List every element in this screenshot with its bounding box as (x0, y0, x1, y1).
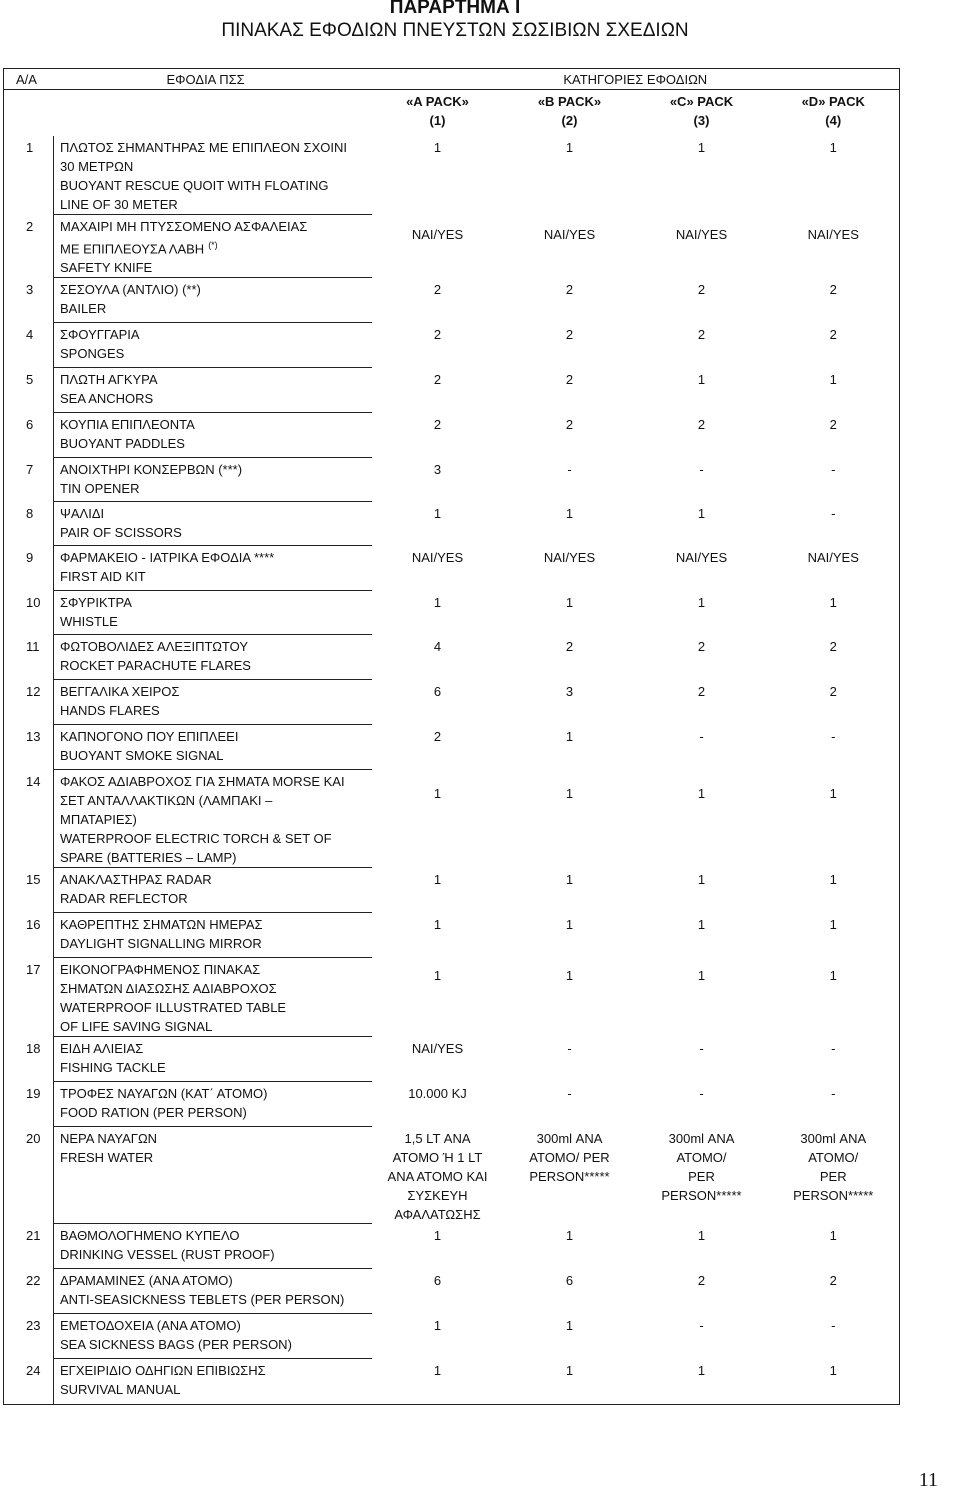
pack-value: 1 (433, 505, 442, 521)
item-description-line: SURVIVAL MANUAL (60, 1382, 181, 1398)
pack-value: 2 (565, 371, 574, 387)
item-description (54, 1314, 372, 1359)
pack-value: ΝΑΙ/YES (543, 226, 596, 242)
item-description-line: ΦΑΡΜΑΚΕΙΟ - ΙΑΤΡΙΚΑ ΕΦΟΔΙΑ **** (60, 550, 275, 566)
pack-b-header: «B PACK» (2) (537, 94, 602, 128)
pack-value: - (567, 461, 572, 477)
pack-value: 1 (433, 785, 442, 801)
item-description-line: WATERPROOF ILLUSTRATED TABLE (60, 1000, 287, 1016)
pack-value: 2 (565, 326, 574, 342)
item-number: 8 (4, 502, 54, 546)
item-description-line: ΣΗΜΑΤΩΝ ΔΙΑΣΩΣΗΣ ΑΔΙΑΒΡΟΧΟΣ (60, 981, 277, 997)
item-description (54, 680, 372, 725)
item-description-line: BUOYANT RESCUE QUOIT WITH FLOATING (60, 178, 329, 193)
pack-value: - (699, 1317, 704, 1333)
item-description-line: ΚΟΥΠΙΑ ΕΠΙΠΛΕΟΝΤΑ (60, 417, 195, 433)
pack-value: 2 (768, 1269, 900, 1314)
item-number: 21 (4, 1224, 54, 1269)
pack-value: 1 (433, 916, 442, 932)
pack-value: ΝΑΙ/YES (411, 1040, 464, 1056)
pack-value: 1 (636, 1359, 768, 1405)
item-description-line: BUOYANT PADDLES (60, 436, 185, 452)
pack-value: 1 (565, 785, 574, 801)
pack-value: 1 (565, 916, 574, 932)
item-number: 24 (4, 1359, 54, 1405)
pack-value: ΝΑΙ/YES (411, 226, 464, 242)
pack-value: 4 (433, 638, 442, 654)
pack-value: 2 (433, 281, 442, 297)
pack-value: ΝΑΙ/YES (675, 226, 728, 242)
item-description-line: ΜΑΧΑΙΡΙ ΜΗ ΠΤΥΣΣΟΜΕΝΟ ΑΣΦΑΛΕΙΑΣ (60, 219, 308, 234)
pack-value: 2 (768, 323, 900, 368)
item-description-line: SPARE (BATTERIES – LAMP) (60, 850, 237, 866)
item-number: 7 (4, 458, 54, 502)
item-description-line: FISHING TACKLE (60, 1060, 166, 1076)
pack-value: 2 (697, 683, 706, 699)
pack-value: - (768, 502, 900, 546)
table-row (4, 913, 900, 958)
item-number: 13 (4, 725, 54, 770)
item-number: 9 (4, 546, 54, 591)
item-description (54, 323, 372, 368)
item-description-line: ΔΡΑΜΑΜΙΝΕΣ (ΑΝΑ ΑΤΟΜΟ) (60, 1273, 233, 1289)
item-description-line: ΝΕΡΑ ΝΑΥΑΓΩΝ (60, 1131, 158, 1147)
pack-value: 300ml ΑΝΑ ΑΤΟΜΟ/ PER PERSON***** (529, 1130, 610, 1184)
pack-value: 3 (433, 461, 442, 477)
item-description-line: ΕΙΔΗ ΑΛΙΕΙΑΣ (60, 1041, 144, 1057)
pack-value: - (768, 1314, 900, 1359)
table-row (4, 1082, 900, 1127)
table-row (4, 1314, 900, 1359)
table-row (4, 1224, 900, 1269)
item-description-line: DAYLIGHT SIGNALLING MIRROR (60, 936, 262, 952)
item-description (54, 278, 372, 323)
page-number: 11 (918, 1469, 938, 1491)
pack-value: 1 (433, 871, 442, 887)
item-description-line: SEA SICKNESS BAGS (PER PERSON) (60, 1337, 292, 1353)
item-description-line: WATERPROOF ELECTRIC TORCH & SET OF (60, 831, 332, 847)
pack-value: 6 (565, 1272, 574, 1288)
header-aa: Α/Α (4, 69, 54, 90)
pack-value: 1 (697, 871, 706, 887)
table-row (4, 546, 900, 591)
pack-value: 1 (697, 505, 706, 521)
footnote-mark: (*) (208, 240, 218, 250)
item-description (54, 1359, 372, 1405)
item-description-line: ANTI-SEASICKNESS TEBLETS (PER PERSON) (60, 1292, 345, 1308)
item-description-line: ΣΕΤ ΑΝΤΑΛΛΑΚΤΙΚΩΝ (ΛΑΜΠΑΚΙ – (60, 793, 273, 809)
table-row (4, 278, 900, 323)
item-description-line: PAIR OF SCISSORS (60, 525, 182, 541)
item-description-line: OF LIFE SAVING SIGNAL (60, 1019, 213, 1035)
pack-value: - (768, 1037, 900, 1082)
item-description-line: SAFETY KNIFE (60, 260, 153, 276)
item-description (54, 1127, 372, 1224)
item-number: 5 (4, 368, 54, 413)
item-number: 4 (4, 323, 54, 368)
table-row (4, 635, 900, 680)
pack-d-header: «D» PACK (4) (768, 90, 900, 137)
pack-value: 2 (768, 413, 900, 458)
pack-value: 300ml ΑΝΑ ΑΤΟΜΟ/ PER PERSON***** (768, 1127, 900, 1224)
item-description-line: SPONGES (60, 346, 125, 362)
item-description-line: FIRST AID KIT (60, 569, 146, 585)
table-row (4, 458, 900, 502)
item-number: 23 (4, 1314, 54, 1359)
pack-value: - (567, 1040, 572, 1056)
table-row (4, 502, 900, 546)
pack-value: 1 (697, 140, 706, 155)
pack-value: 3 (565, 683, 574, 699)
table-row (4, 958, 900, 1037)
pack-value: 1 (504, 1359, 636, 1405)
pack-value: 1 (768, 591, 900, 635)
item-number: 6 (4, 413, 54, 458)
table-row (4, 323, 900, 368)
pack-value: 1 (697, 785, 706, 801)
pack-value: 1 (697, 371, 706, 387)
item-number: 22 (4, 1269, 54, 1314)
pack-value: 1 (768, 1224, 900, 1269)
item-description (54, 458, 372, 502)
item-number: 11 (4, 635, 54, 680)
pack-value: 1 (565, 1317, 574, 1333)
item-number: 19 (4, 1082, 54, 1127)
item-description-line: 30 ΜΕΤΡΩΝ (60, 159, 134, 174)
item-description-line: ΦΩΤΟΒΟΛΙΔΕΣ ΑΛΕΞΙΠΤΩΤΟΥ (60, 639, 249, 655)
pack-value: ΝΑΙ/YES (543, 549, 596, 565)
item-number: 10 (4, 591, 54, 635)
table-row (4, 368, 900, 413)
pack-value: - (768, 458, 900, 502)
item-description (54, 725, 372, 770)
pack-value: 1 (697, 594, 706, 610)
pack-value: 1 (768, 136, 900, 215)
item-description-line: ΕΓΧΕΙΡΙΔΙΟ ΟΔΗΓΙΩΝ ΕΠΙΒΙΩΣΗΣ (60, 1363, 266, 1379)
item-number: 17 (4, 958, 54, 1037)
pack-value: 2 (697, 416, 706, 432)
item-description-line: ΣΕΣΟΥΛΑ (ΑΝΤΛΙΟ) (**) (60, 282, 201, 298)
pack-value: - (699, 728, 704, 744)
pack-value: - (699, 1040, 704, 1056)
item-description-line: ΒΑΘΜΟΛΟΓΗΜΕΝΟ ΚΥΠΕΛΟ (60, 1228, 240, 1244)
pack-value: 2 (433, 371, 442, 387)
item-description-line: FOOD RATION (PER PERSON) (60, 1105, 247, 1121)
pack-value: 6 (433, 683, 442, 699)
item-description-line: WHISTLE (60, 614, 118, 630)
pack-value: 1 (768, 958, 900, 1037)
table-row (4, 136, 900, 215)
item-description-line: ΜΠΑΤΑΡΙΕΣ) (60, 812, 137, 828)
item-description-line: ΑΝΑΚΛΑΣΤΗΡΑΣ RADAR (60, 872, 212, 888)
header-categories: ΚΑΤΗΓΟΡΙΕΣ ΕΦΟΔΙΩΝ (372, 69, 900, 90)
page-title: ΠΑΡΑΡΤΗΜΑ Ι (389, 0, 521, 18)
item-description (54, 413, 372, 458)
pack-value: - (567, 1085, 572, 1101)
pack-value: 1 (565, 594, 574, 610)
pack-value: 2 (697, 638, 706, 654)
item-description (54, 770, 372, 868)
header-supplies: ΕΦΟΔΙΑ ΠΣΣ (54, 69, 372, 90)
title-block (0, 0, 910, 43)
item-description-line: TIN OPENER (60, 481, 140, 497)
item-description-line: ΠΛΩΤΗ ΑΓΚΥΡΑ (60, 372, 158, 388)
pack-value: 1 (768, 868, 900, 913)
table-row (4, 413, 900, 458)
table-row (4, 1269, 900, 1314)
pack-value: ΝΑΙ/YES (675, 549, 728, 565)
item-description-line: LINE OF 30 METER (60, 197, 178, 212)
item-description-line: FRESH WATER (60, 1150, 154, 1166)
table-row (4, 1127, 900, 1224)
item-description (54, 591, 372, 635)
table-row (4, 215, 900, 278)
pack-value: 1 (768, 368, 900, 413)
item-number: 12 (4, 680, 54, 725)
pack-value: 1 (372, 1359, 504, 1405)
pack-value: 1 (433, 1317, 442, 1333)
item-number: 18 (4, 1037, 54, 1082)
pack-value: 2 (433, 326, 442, 342)
pack-value: 1 (565, 871, 574, 887)
item-description-line: ΚΑΠΝΟΓΟΝΟ ΠΟΥ ΕΠΙΠΛΕΕΙ (60, 729, 239, 745)
table-row (4, 725, 900, 770)
item-description-line: BUOYANT SMOKE SIGNAL (60, 748, 224, 764)
pack-value: 1 (697, 916, 706, 932)
table-row (4, 770, 900, 868)
pack-value: 2 (768, 635, 900, 680)
item-description-line: BAILER (60, 301, 107, 317)
item-description (54, 868, 372, 913)
supplies-table (3, 68, 900, 1405)
pack-value: - (768, 725, 900, 770)
item-number: 15 (4, 868, 54, 913)
pack-value: 1 (768, 1359, 900, 1405)
pack-value: 2 (768, 278, 900, 323)
table-row (4, 591, 900, 635)
item-description (54, 1224, 372, 1269)
item-description (54, 136, 372, 215)
item-description-line: RADAR REFLECTOR (60, 891, 188, 907)
pack-value: 1,5 LT ΑΝΑ ΑΤΟΜΟ Ή 1 LT ΑΝΑ ΑΤΟΜΟ ΚΑΙ ΣΥΣΚΕΥΗ ΑΦΑΛΑΤΩΣΗΣ (387, 1130, 488, 1222)
pack-value: 1 (565, 140, 574, 155)
pack-value: 1 (565, 1227, 574, 1243)
table-row (4, 680, 900, 725)
pack-value: 1 (697, 1227, 706, 1243)
item-description (54, 368, 372, 413)
item-number: 2 (4, 215, 54, 278)
pack-c-header: «C» PACK (3) (669, 94, 734, 128)
item-description (54, 502, 372, 546)
pack-value: 2 (433, 416, 442, 432)
pack-value: 2 (565, 281, 574, 297)
pack-value: 1 (565, 505, 574, 521)
item-description (54, 1269, 372, 1314)
item-description (54, 1037, 372, 1082)
pack-value: 1 (433, 967, 442, 983)
pack-value: 2 (697, 281, 706, 297)
item-description (54, 215, 372, 278)
item-description (54, 635, 372, 680)
item-number: 1 (4, 136, 54, 215)
item-description (54, 913, 372, 958)
table-row (4, 1359, 900, 1405)
item-description-line: ΒΕΓΓΑΛΙΚΑ ΧΕΙΡΟΣ (60, 684, 180, 700)
pack-value: - (768, 1082, 900, 1127)
item-number: 20 (4, 1127, 54, 1224)
item-description (54, 546, 372, 591)
pack-value: ΝΑΙ/YES (768, 215, 900, 278)
pack-value: 1 (768, 770, 900, 868)
pack-value: - (699, 1085, 704, 1101)
table-row (4, 868, 900, 913)
pack-value: 1 (433, 140, 442, 155)
item-description-line: ΣΦΟΥΓΓΑΡΙΑ (60, 327, 140, 343)
item-description-line: ΚΑΘΡΕΠΤΗΣ ΣΗΜΑΤΩΝ ΗΜΕΡΑΣ (60, 917, 263, 933)
table-row (4, 1037, 900, 1082)
pack-value: 2 (565, 638, 574, 654)
pack-value: 1 (433, 1227, 442, 1243)
item-description-line: SEA ANCHORS (60, 391, 154, 407)
pack-value: 1 (768, 913, 900, 958)
item-description-line: ΦΑΚΟΣ ΑΔΙΑΒΡΟΧΟΣ ΓΙΑ ΣΗΜΑΤΑ MORSE ΚΑΙ (60, 774, 345, 790)
item-description-line: ΕΙΚΟΝΟΓΡΑΦΗΜΕΝΟΣ ΠΙΝΑΚΑΣ (60, 962, 261, 978)
pack-a-header: «A PACK» (1) (406, 94, 469, 128)
item-description-line: DRINKING VESSEL (RUST PROOF) (60, 1247, 275, 1263)
item-number: 16 (4, 913, 54, 958)
pack-value: 1 (697, 967, 706, 983)
item-description (54, 1082, 372, 1127)
pack-value: 1 (565, 967, 574, 983)
pack-value: 2 (768, 680, 900, 725)
pack-value: 2 (433, 728, 442, 744)
pack-value: 1 (565, 728, 574, 744)
item-description-line: ROCKET PARACHUTE FLARES (60, 658, 251, 674)
pack-value: 2 (697, 1272, 706, 1288)
pack-value: 300ml ΑΝΑ ΑΤΟΜΟ/ PER PERSON***** (661, 1130, 742, 1203)
pack-value: 2 (565, 416, 574, 432)
pack-value: ΝΑΙ/YES (411, 549, 464, 565)
pack-header-row (4, 90, 900, 137)
item-description-line: ΠΛΩΤΟΣ ΣΗΜΑΝΤΗΡΑΣ ΜΕ ΕΠΙΠΛΕΟΝ ΣΧΟΙΝΙ (60, 140, 347, 155)
pack-value: 2 (697, 326, 706, 342)
pack-value: - (699, 461, 704, 477)
item-description-line: ΜΕ ΕΠΙΠΛΕΟΥΣΑ ΛΑΒΗ (*) (60, 240, 218, 257)
item-description-line: ΤΡΟΦΕΣ ΝΑΥΑΓΩΝ (ΚΑΤ΄ ΑΤΟΜΟ) (60, 1086, 268, 1102)
item-description-line: ΣΦΥΡΙΚΤΡΑ (60, 595, 132, 611)
item-description-line: ΑΝΟΙΧΤΗΡΙ ΚΟΝΣΕΡΒΩΝ (***) (60, 462, 243, 478)
page-subtitle: ΠΙΝΑΚΑΣ ΕΦΟΔΙΩΝ ΠΝΕΥΣΤΩΝ ΣΩΣΙΒΙΩΝ ΣΧΕΔΙΩΝ (221, 20, 689, 41)
item-description-line: ΕΜΕΤΟΔΟΧΕΙΑ (ΑΝΑ ΑΤΟΜΟ) (60, 1318, 241, 1334)
item-number: 3 (4, 278, 54, 323)
pack-value: 1 (433, 594, 442, 610)
item-description (54, 958, 372, 1037)
item-number: 14 (4, 770, 54, 868)
pack-value: ΝΑΙ/YES (768, 546, 900, 591)
pack-value: 10.000 KJ (408, 1085, 467, 1101)
header-row (4, 69, 900, 90)
item-description-line: ΨΑΛΙΔΙ (60, 506, 105, 522)
pack-value: 6 (433, 1272, 442, 1288)
item-description-line: HANDS FLARES (60, 703, 160, 719)
